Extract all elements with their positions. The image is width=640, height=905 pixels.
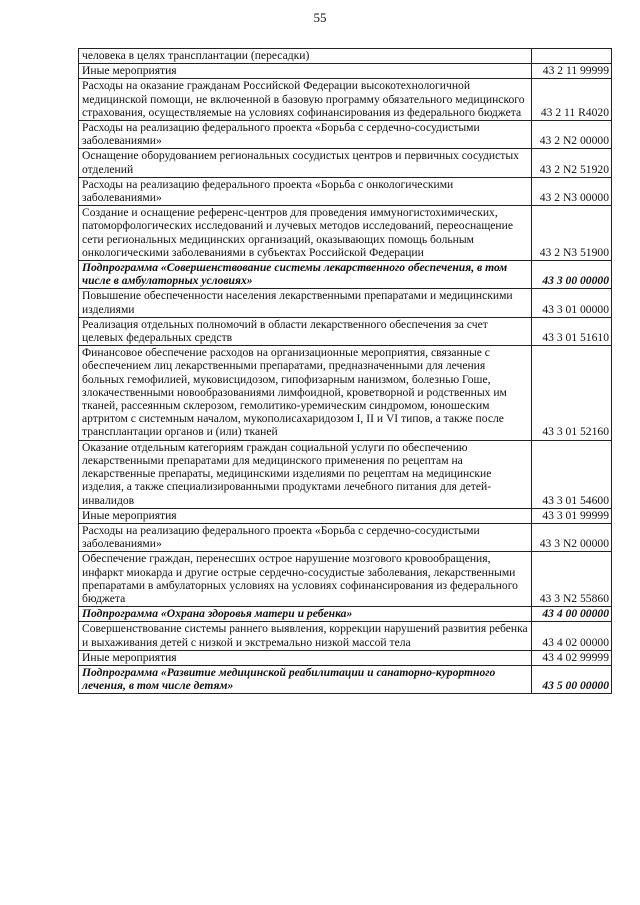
item-name: Реализация отдельных полномочий в области лекарственного обеспечения за счет целевых федеральных средств <box>79 317 532 345</box>
table-row <box>79 440 612 508</box>
item-name: Расходы на реализацию федерального проекта «Борьба с сердечно-сосудистыми заболеваниями» <box>79 121 532 149</box>
table-row <box>79 622 612 650</box>
table-row <box>79 149 612 177</box>
subprogram-row <box>79 607 612 622</box>
item-name: Расходы на оказание гражданам Российской Федерации высокотехнологичной медицинской помощи, не включенной в базовую программу обязательного медицинского страхования, осуществляемые на условиях софинансирования из федерального бюджета <box>79 79 532 121</box>
item-code: 43 2 11 R4020 <box>532 79 612 121</box>
item-name: Финансовое обеспечение расходов на организационные мероприятия, связанные с обеспечением лиц лекарственными препаратами, предназначенными для лечения больных гемофилией, муковисцидозом, гипофизарным нанизмом, болезнью Гоше, злокачественными новообразованиями лимфоидной, кроветворной и родственных им тканей, рассеянным склерозом, гемолитико-уремическим синдромом, юношеским артритом с системным началом, мукополисахаридозом I, II и VI типов, а также после трансплантации органов и (или) тканей <box>79 346 532 440</box>
table-row <box>79 177 612 205</box>
item-name: Совершенствование системы раннего выявления, коррекции нарушений развития ребенка и выхаживания детей с низкой и экстремально низкой массой тела <box>79 622 532 650</box>
item-name: Оснащение оборудованием региональных сосудистых центров и первичных сосудистых отделений <box>79 149 532 177</box>
item-name: человека в целях трансплантации (пересадки) <box>79 49 532 64</box>
item-code: 43 4 02 99999 <box>532 650 612 665</box>
item-name: Иные мероприятия <box>79 508 532 523</box>
item-code: 43 3 01 51610 <box>532 317 612 345</box>
table-row <box>79 206 612 261</box>
subprogram-row <box>79 665 612 693</box>
item-code: 43 2 N2 51920 <box>532 149 612 177</box>
item-code: 43 2 N3 51900 <box>532 206 612 261</box>
table-row <box>79 79 612 121</box>
item-name: Оказание отдельным категориям граждан социальной услуги по обеспечению лекарственными препаратами для медицинского применения по рецептам на лекарственные препараты, медицинскими изделиями по рецептам на медицинские изделия, а также специализированными продуктами лечебного питания для детей-инвалидов <box>79 440 532 508</box>
item-code: 43 3 01 52160 <box>532 346 612 440</box>
item-code: 43 4 02 00000 <box>532 622 612 650</box>
table-row <box>79 121 612 149</box>
item-name: Подпрограмма «Охрана здоровья матери и ребенка» <box>79 607 532 622</box>
table-row <box>79 552 612 607</box>
item-name: Расходы на реализацию федерального проекта «Борьба с онкологическими заболеваниями» <box>79 177 532 205</box>
item-name: Повышение обеспеченности населения лекарственными препаратами и медицинскими изделиями <box>79 289 532 317</box>
item-code: 43 5 00 00000 <box>532 665 612 693</box>
item-code: 43 3 N2 55860 <box>532 552 612 607</box>
item-code: 43 3 N2 00000 <box>532 523 612 551</box>
item-code: 43 4 00 00000 <box>532 607 612 622</box>
budget-classification-table <box>78 48 612 694</box>
item-name: Создание и оснащение референс-центров для проведения иммуногистохимических, патоморфологических исследований и лучевых методов исследований, переоснащение сети региональных медицинских организаций, оказывающих помощь больным онкологическими заболеваниями в субъектах Российской Федерации <box>79 206 532 261</box>
table-row <box>79 523 612 551</box>
item-name: Подпрограмма «Совершенствование системы лекарственного обеспечения, в том числе в амбулаторных условиях» <box>79 261 532 289</box>
item-name: Иные мероприятия <box>79 64 532 79</box>
item-code: 43 2 11 99999 <box>532 64 612 79</box>
item-code: 43 2 N3 00000 <box>532 177 612 205</box>
table-row <box>79 650 612 665</box>
item-code: 43 3 00 00000 <box>532 261 612 289</box>
item-name: Расходы на реализацию федерального проекта «Борьба с сердечно-сосудистыми заболеваниями» <box>79 523 532 551</box>
table-row <box>79 289 612 317</box>
item-code <box>532 49 612 64</box>
table-row <box>79 49 612 64</box>
item-code: 43 3 01 54600 <box>532 440 612 508</box>
table-body <box>79 49 612 694</box>
subprogram-row <box>79 261 612 289</box>
table-row <box>79 346 612 440</box>
item-name: Подпрограмма «Развитие медицинской реабилитации и санаторно-курортного лечения, в том числе детям» <box>79 665 532 693</box>
item-code: 43 3 01 99999 <box>532 508 612 523</box>
page-number: 55 <box>313 10 327 25</box>
table-row <box>79 508 612 523</box>
item-name: Иные мероприятия <box>79 650 532 665</box>
item-code: 43 3 01 00000 <box>532 289 612 317</box>
item-name: Обеспечение граждан, перенесших острое нарушение мозгового кровообращения, инфаркт миокарда и другие острые сердечно-сосудистые заболевания, лекарственными препаратами в амбулаторных условиях на условиях софинансирования из федерального бюджета <box>79 552 532 607</box>
table-row <box>79 317 612 345</box>
table-row <box>79 64 612 79</box>
item-code: 43 2 N2 00000 <box>532 121 612 149</box>
